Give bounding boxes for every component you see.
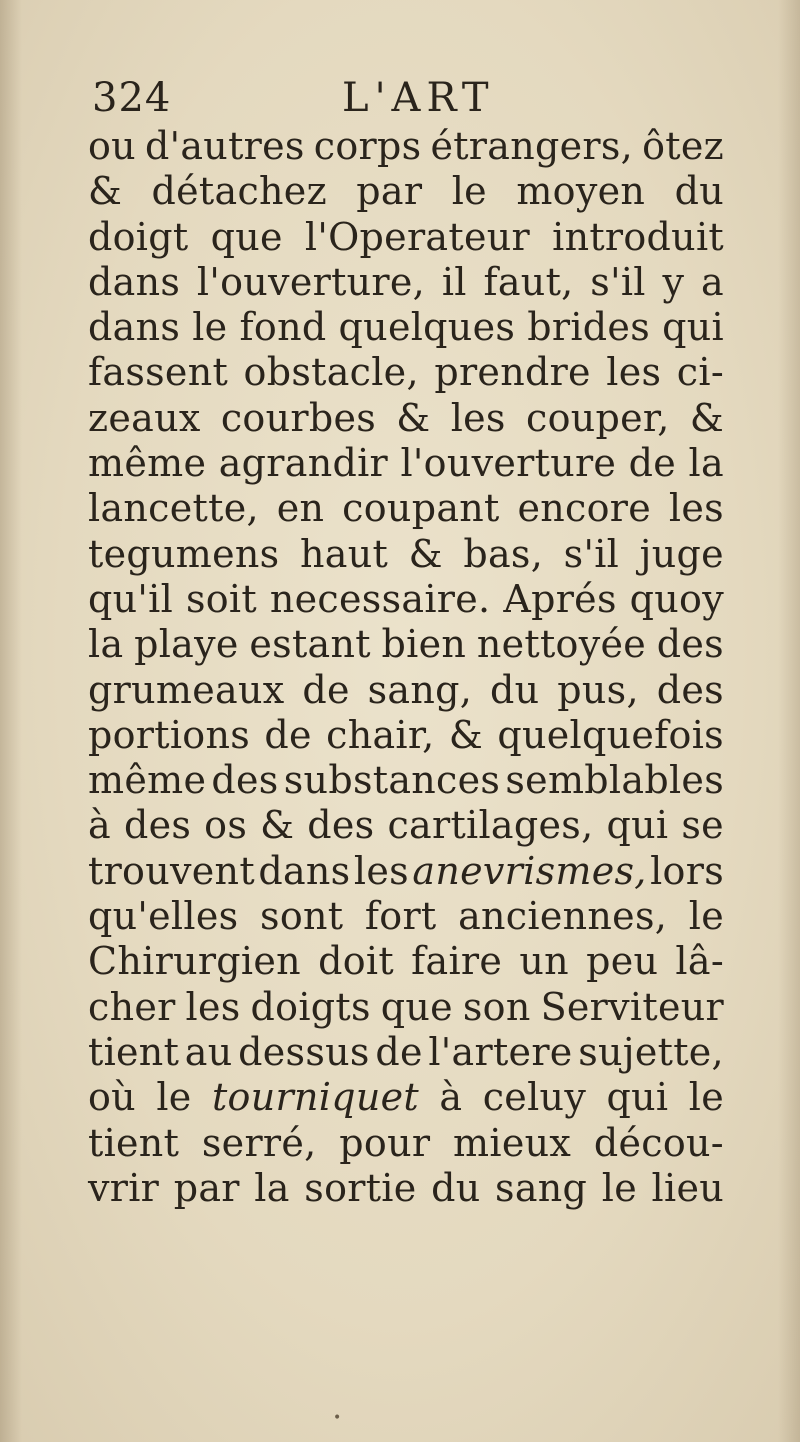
word: se (681, 803, 724, 848)
word: fassent (88, 350, 229, 395)
word: qui (606, 803, 669, 848)
word: tourniquet (211, 1075, 419, 1120)
text-line (88, 803, 724, 848)
word: lâ- (675, 939, 724, 984)
word: même (88, 758, 207, 803)
word: qui (606, 1075, 669, 1120)
word: un (519, 939, 569, 984)
word: moyen (516, 169, 646, 214)
text-line (88, 396, 724, 441)
word: courbes (220, 395, 377, 440)
text-line (88, 1166, 724, 1211)
word: étrangers, (430, 124, 634, 168)
text-line (88, 577, 724, 622)
word: dans (258, 848, 351, 893)
word: le (601, 1165, 637, 1210)
word: ci- (676, 350, 724, 395)
word: peu (586, 939, 659, 984)
word: l'ouverture, (196, 259, 426, 304)
word: que (210, 214, 283, 259)
word: anciennes, (458, 894, 668, 939)
word: les (668, 486, 724, 531)
word: encore (517, 486, 652, 531)
word: necessaire. (269, 576, 491, 621)
word: de (375, 1029, 423, 1074)
word: tegumens (88, 531, 280, 576)
word: pus, (557, 667, 639, 712)
word: des (656, 622, 724, 667)
text-line (88, 894, 724, 939)
word: détachez (151, 169, 327, 214)
word: par (356, 169, 423, 214)
word: coupant (342, 486, 500, 531)
printer-mark: • (333, 1410, 342, 1426)
word: doigt (88, 214, 189, 259)
word: qu'elles (88, 894, 239, 939)
word: du (490, 667, 540, 712)
word: quoy (629, 576, 724, 621)
word: qui (662, 305, 724, 350)
word: playe (134, 622, 239, 667)
text-line (88, 758, 724, 803)
text-line (88, 985, 724, 1030)
word: du (674, 169, 724, 214)
text-line (88, 668, 724, 713)
text-line (88, 124, 724, 169)
word: & (260, 803, 295, 848)
text-line (88, 1030, 724, 1075)
word: dessus (238, 1029, 370, 1074)
word: mieux (453, 1120, 572, 1165)
word: les (606, 350, 662, 395)
text-line (88, 1075, 724, 1120)
word: brides (527, 305, 651, 350)
word: doit (318, 939, 394, 984)
word: des (123, 803, 192, 848)
word: haut (300, 531, 389, 576)
word: chair, (326, 712, 435, 757)
running-head: L'ART (342, 75, 495, 121)
word: os (204, 803, 248, 848)
word: soit (185, 576, 257, 621)
word: le (451, 169, 487, 214)
word: les (185, 984, 241, 1029)
word: substances (283, 758, 501, 803)
word: zeaux (88, 395, 201, 440)
word: quelques (338, 305, 516, 350)
word: faire (411, 939, 503, 984)
word: vrir (88, 1165, 160, 1210)
word: tient (88, 1120, 180, 1165)
word: dans (88, 259, 181, 304)
word: semblables (505, 758, 724, 803)
word: s'il (563, 531, 620, 576)
word: anevrismes, (412, 848, 647, 893)
text-line (88, 532, 724, 577)
page-number: 324 (92, 75, 172, 121)
word: où (88, 1075, 136, 1120)
word: grumeaux (88, 667, 285, 712)
word: l'Operateur (304, 214, 530, 259)
word: le (156, 1075, 192, 1120)
word: sortie (304, 1165, 417, 1210)
word: la (688, 441, 724, 486)
word: le (688, 1075, 724, 1120)
word: serré, (201, 1120, 317, 1165)
word: tient (88, 1029, 180, 1074)
page-gutter-shadow (0, 0, 22, 1442)
word: dans (88, 305, 181, 350)
word: couper, (525, 395, 670, 440)
word: des (307, 803, 375, 848)
word: même (88, 441, 207, 486)
text-line (88, 713, 724, 758)
page-edge-shadow (778, 0, 800, 1442)
text-line (88, 169, 724, 214)
word: de (302, 667, 350, 712)
text-line (88, 622, 724, 667)
word: lors (650, 848, 724, 893)
page-header (92, 68, 732, 128)
word: pour (339, 1120, 431, 1165)
word: le (688, 894, 724, 939)
word: les (353, 848, 409, 893)
word: bas, (463, 531, 544, 576)
word: doigts (250, 984, 371, 1029)
word: Aprés (503, 576, 617, 621)
word: il (441, 259, 467, 304)
text-line (88, 215, 724, 260)
word: fond (239, 305, 327, 350)
word: d'autres (144, 124, 305, 168)
word: sont (260, 894, 344, 939)
word: fort (364, 894, 437, 939)
word: quelquefois (497, 712, 724, 757)
word: les (450, 395, 506, 440)
word: l'artere (428, 1029, 573, 1074)
word: bien (381, 622, 467, 667)
text-line (88, 441, 724, 486)
text-line (88, 1121, 724, 1166)
word: trouvent (88, 848, 255, 893)
word: & (88, 169, 123, 214)
word: introduit (552, 214, 724, 259)
word: par (173, 1165, 240, 1210)
word: la (88, 622, 124, 667)
word: en (276, 486, 325, 531)
word: & (448, 712, 484, 757)
text-line (88, 350, 724, 395)
word: faut, (483, 259, 574, 304)
word: à (439, 1075, 463, 1120)
word: prendre (434, 350, 591, 395)
word: décou- (593, 1120, 724, 1165)
text-line (88, 939, 724, 984)
text-line (88, 849, 724, 894)
word: au (184, 1029, 233, 1074)
word: agrandir (218, 441, 389, 486)
text-line (88, 486, 724, 531)
word: la (254, 1165, 290, 1210)
word: estant (249, 622, 371, 667)
word: lancette, (88, 486, 259, 531)
word: son (462, 984, 531, 1029)
word: Serviteur (540, 984, 724, 1029)
word: que (380, 984, 453, 1029)
word: lieu (651, 1165, 724, 1210)
word: ôtez (642, 124, 724, 168)
word: l'ouverture (400, 441, 617, 486)
word: sujette, (578, 1029, 724, 1074)
word: des (211, 758, 279, 803)
word: du (431, 1165, 481, 1210)
word: ou (88, 124, 136, 168)
text-line (88, 260, 724, 305)
word: juge (639, 531, 724, 576)
word: cher (88, 984, 176, 1029)
text-line (88, 305, 724, 350)
word: y (662, 259, 685, 304)
word: celuy (482, 1075, 587, 1120)
word: & (689, 395, 724, 440)
word: des (656, 667, 724, 712)
word: a (701, 259, 724, 304)
word: qu'il (88, 576, 174, 621)
word: cartilages, (387, 803, 594, 848)
word: portions (88, 712, 251, 757)
word: corps (313, 124, 422, 168)
word: de (628, 441, 677, 486)
word: & (408, 531, 443, 576)
word: obstacle, (243, 350, 419, 395)
word: le (192, 305, 228, 350)
word: Chirurgien (88, 939, 301, 984)
word: à (88, 803, 111, 848)
word: nettoyée (476, 622, 647, 667)
word: sang, (367, 667, 473, 712)
word: & (396, 395, 431, 440)
word: sang (495, 1165, 588, 1210)
body-text (88, 124, 728, 1211)
word: s'il (590, 259, 646, 304)
word: de (264, 712, 312, 757)
